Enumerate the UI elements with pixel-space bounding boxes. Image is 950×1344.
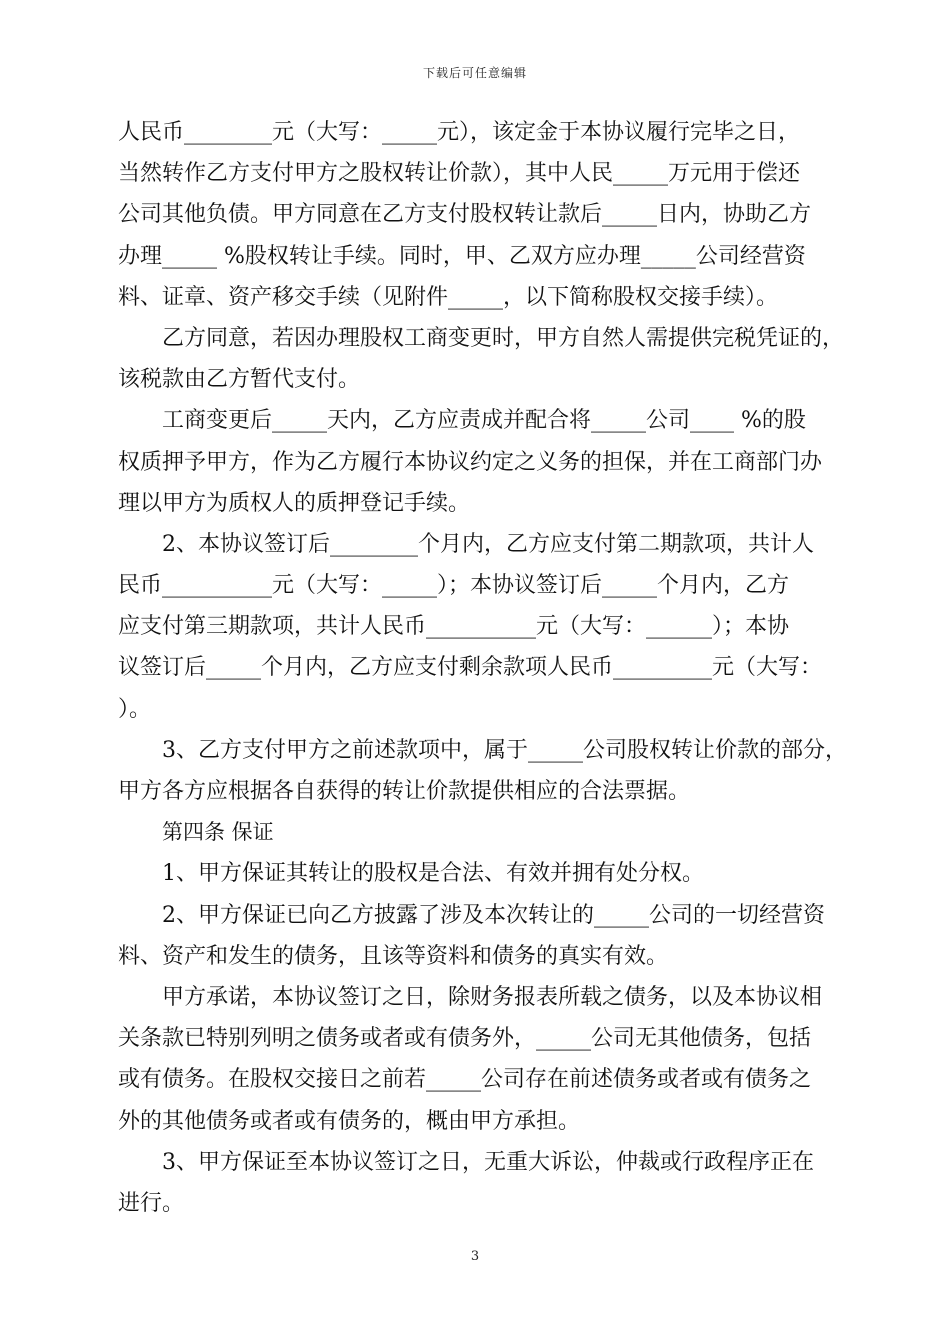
text-line: 当然转作乙方支付甲方之股权转让价款），其中人民_____万元用于偿还 xyxy=(118,161,801,187)
text-line: 理以甲方为质权人的质押登记手续。 xyxy=(118,490,471,516)
text-line: 该税款由乙方暂代支付。 xyxy=(118,367,361,393)
text-line: 乙方同意，若因办理股权工商变更时，甲方自然人需提供完税凭证的， xyxy=(162,325,845,351)
text-line: 甲方各方应根据各自获得的转让价款提供相应的合法票据。 xyxy=(118,779,691,804)
text-line: 权质押予甲方，作为乙方履行本协议约定之义务的担保，并在工商部门办 xyxy=(118,449,823,475)
text-line: 应支付第三期款项，共计人民币__________元（大写：______）；本协 xyxy=(118,614,790,640)
text-line: 2、本协议签订后________个月内，乙方应支付第二期款项，共计人 xyxy=(162,531,814,557)
text-line: 议签订后_____个月内，乙方应支付剩余款项人民币_________元（大写： xyxy=(118,655,823,681)
text-line: 人民币________元（大写：_____元），该定金于本协议履行完毕之日， xyxy=(118,120,801,145)
page-header: 下载后可任意编辑 xyxy=(422,66,527,80)
document-body xyxy=(118,112,852,1224)
text-line: 料、资产和发生的债务，且该等资料和债务的真实有效。 xyxy=(118,943,669,969)
text-line: 进行。 xyxy=(118,1190,185,1216)
page-number: 3 xyxy=(470,1249,480,1264)
text-line: 3、乙方支付甲方之前述款项中，属于_____公司股权转让价款的部分， xyxy=(162,737,847,763)
text-line: 2、甲方保证已向乙方披露了涉及本次转让的_____公司的一切经营资 xyxy=(162,902,825,928)
text-line: 外的其他债务或者或有债务的，概由甲方承担。 xyxy=(118,1108,581,1134)
text-line: 民币__________元（大写：_____）；本协议签订后_____个月内，乙方 xyxy=(118,573,790,599)
text-line: 办理_____ %股权转让手续。同时，甲、乙双方应办理_____公司经营资 xyxy=(118,243,806,269)
text-line: 关条款已特别列明之债务或者或有债务外，_____公司无其他债务，包括 xyxy=(118,1026,812,1052)
section-heading: 第四条 保证 xyxy=(162,820,274,845)
text-line: 3、甲方保证至本协议签订之日，无重大诉讼，仲裁或行政程序正在 xyxy=(162,1149,814,1175)
text-line: 工商变更后_____天内，乙方应责成并配合将_____公司____ %的股 xyxy=(162,408,806,434)
text-line: 1、甲方保证其转让的股权是合法、有效并拥有处分权。 xyxy=(162,861,704,887)
text-line: 甲方承诺，本协议签订之日，除财务报表所载之债务，以及本协议相 xyxy=(162,984,823,1010)
text-line: 公司其他负债。甲方同意在乙方支付股权转让款后_____日内，协助乙方 xyxy=(118,202,812,228)
text-line: 或有债务。在股权交接日之前若_____公司存在前述债务或者或有债务之 xyxy=(118,1067,812,1093)
text-line: 料、证章、资产移交手续（见附件_____，以下简称股权交接手续）。 xyxy=(118,284,779,310)
text-line: ）。 xyxy=(118,696,152,722)
